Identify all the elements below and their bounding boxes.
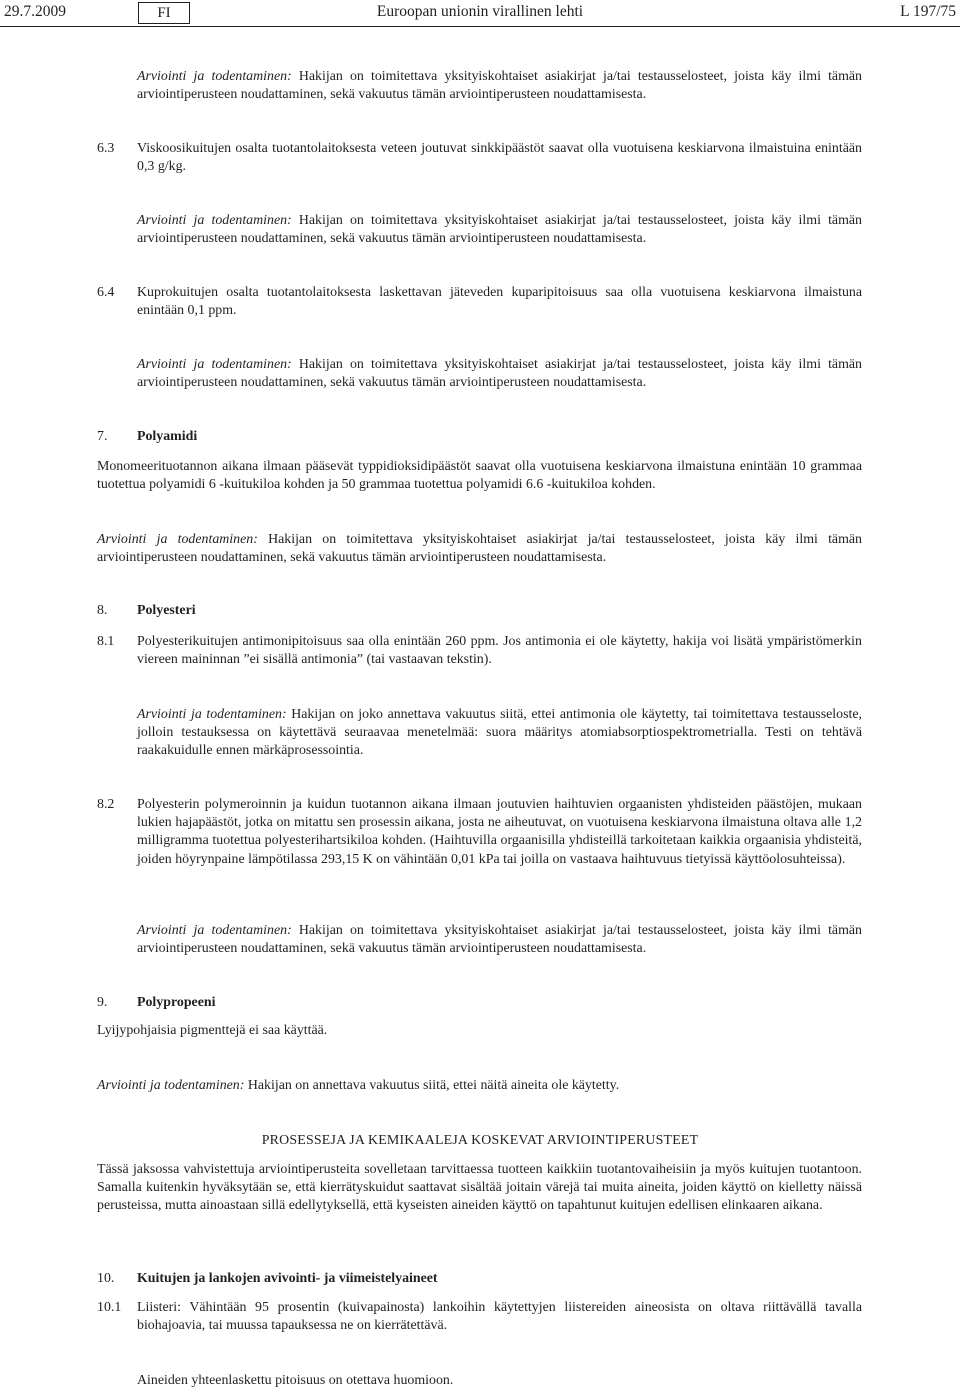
section-heading: Polypropeeni [137, 995, 216, 1010]
assessment-label: Arviointi ja todentaminen: [137, 69, 292, 84]
assessment-paragraph [137, 922, 862, 958]
section-number: 8.1 [97, 634, 115, 649]
assessment-text: Hakijan on toimitettava yksityiskohtaiset asiakirjat ja/tai testausselosteet, joista käy ilmi tämän arviointiperusteen noudattaminen, sekä vakuutus tämän arviointiperusteen noudattamisesta. [137, 357, 863, 391]
header-rule [0, 26, 960, 27]
assessment-label: Arviointi ja todentaminen: [137, 923, 292, 938]
section-number: 6.3 [97, 141, 115, 156]
section-number: 6.4 [97, 285, 115, 300]
assessment-text: Hakijan on toimitettava yksityiskohtaiset asiakirjat ja/tai testausselosteet, joista käy ilmi tämän arviointiperusteen noudattaminen, sekä vakuutus tämän arviointiperusteen noudattamisesta. [137, 923, 863, 957]
assessment-label: Arviointi ja todentaminen: [137, 213, 292, 228]
intro-paragraph: Tässä jaksossa vahvistettuja arviointiperusteita sovelletaan tarvittaessa tuotteen kaikkiin tuotantovaiheisiin ja myös kuitujen tuotantoon. Samalla kuitenkin hyväksytään se, että kierrätyskuidut saattavat sisältää joitain värejä tai muita aineita, joiden käyttö on kielletty näissä perusteissa, mutta ainoastaan sillä edellytyksellä, että kyseisten aineiden käyttö on tapahtunut kuitujen edellisen elinkaaren aikana. [97, 1162, 862, 1214]
assessment-label: Arviointi ja todentaminen: [97, 1078, 245, 1093]
section-text: Kuprokuitujen osalta tuotantolaitoksesta laskettavan jäteveden kuparipitoisuus saa olla vuotuisena keskiarvona ilmaistuna enintään 0,1 ppm. [137, 285, 862, 319]
section-number: 7. [97, 429, 108, 444]
assessment-paragraph [97, 1077, 862, 1095]
assessment-text: Hakijan on annettava vakuutus siitä, ettei näitä aineita ole käytetty. [244, 1078, 620, 1093]
assessment-paragraph [137, 356, 862, 392]
section-text: Monomeerituotannon aikana ilmaan pääsevät typpidioksidipäästöt saavat olla vuotuisena keskiarvona ilmaistuna enintään 10 grammaa tuotettua polyamidi 6 -kuitukiloa kohden ja 50 grammaa tuotettua polyamidi 6.6 -kuitukiloa kohden. [97, 459, 862, 493]
assessment-paragraph [137, 212, 862, 248]
publication-date: 29.7.2009 [4, 3, 66, 20]
page-number: L 197/75 [900, 3, 956, 20]
assessment-paragraph [137, 706, 862, 761]
section-text: Lyijypohjaisia pigmenttejä ei saa käyttää. [97, 1023, 328, 1038]
section-number: 8.2 [97, 797, 115, 812]
assessment-paragraph [97, 531, 862, 567]
section-number: 8. [97, 603, 108, 618]
assessment-text: Hakijan on joko annettava vakuutus siitä, ettei antimonia ole käytetty, tai toimitettava testausseloste, jolloin testauksessa on käytettävä seuraavaa menetelmää: suora määritys atomiabsorptiospektrometrialla. Testi on tehtävä raakakuidulle ennen märkäprosessointia. [137, 707, 862, 759]
section-number: 10. [97, 1271, 115, 1286]
section-heading: Kuitujen ja lankojen avivointi- ja viimeistelyaineet [137, 1271, 438, 1286]
chapter-heading: PROSESSEJA JA KEMIKAALEJA KOSKEVAT ARVIOINTIPERUSTEET [261, 1133, 699, 1148]
assessment-label: Arviointi ja todentaminen: [97, 532, 258, 547]
page-header [0, 0, 960, 28]
closing-paragraph: Aineiden yhteenlaskettu pitoisuus on otettava huomioon. [137, 1373, 454, 1388]
journal-title: Euroopan unionin virallinen lehti [376, 3, 584, 20]
section-number: 9. [97, 995, 108, 1010]
section-number: 10.1 [97, 1300, 122, 1315]
assessment-text: Hakijan on toimitettava yksityiskohtaiset asiakirjat ja/tai testausselosteet, joista käy ilmi tämän arviointiperusteen noudattaminen, sekä vakuutus tämän arviointiperusteen noudattamisesta. [137, 69, 863, 103]
section-text: Polyesterin polymeroinnin ja kuidun tuotannon aikana ilmaan joutuvien haihtuvien orgaanisten yhdisteiden päästöjen, mukaan lukien hajapäästöt, jotka on mitattu sen prosessin aikana, josta ne aiheutuvat, on vuotuisena keskiarvona ilmaistuna oltava alle 1,2 milligramma tuotettua polyesterihartsikiloa kohden. (Haihtuvilla orgaanisilla yhdisteillä tarkoitetaan kaikkia orgaanisia yhdisteitä, joiden höyrynpaine lämpötilassa 293,15 K on vähintään 0,01 kPa tai joilla on vastaava haihtuvuus tietyissä käyttöolosuhteissa). [137, 797, 862, 867]
assessment-text: Hakijan on toimitettava yksityiskohtaiset asiakirjat ja/tai testausselosteet, joista käy ilmi tämän arviointiperusteen noudattaminen, sekä vakuutus tämän arviointiperusteen noudattamisesta. [97, 532, 863, 566]
assessment-label: Arviointi ja todentaminen: [137, 707, 287, 722]
section-heading: Polyesteri [137, 603, 196, 618]
section-text: Liisteri: Vähintään 95 prosentin (kuivapainosta) lankoihin käytettyjen liistereiden aineosista on oltava riittävällä tavalla biohajoavia, tai muussa tapauksessa ne on kierrätettävä. [137, 1300, 862, 1334]
assessment-label: Arviointi ja todentaminen: [137, 357, 292, 372]
assessment-text: Hakijan on toimitettava yksityiskohtaiset asiakirjat ja/tai testausselosteet, joista käy ilmi tämän arviointiperusteen noudattaminen, sekä vakuutus tämän arviointiperusteen noudattamisesta. [137, 213, 863, 247]
section-heading: Polyamidi [137, 429, 198, 444]
assessment-paragraph [137, 68, 862, 104]
section-text: Viskoosikuitujen osalta tuotantolaitoksesta veteen joutuvat sinkkipäästöt saavat olla vuotuisena keskiarvona ilmaistuina enintään 0,3 g/kg. [137, 141, 862, 175]
section-text: Polyesterikuitujen antimonipitoisuus saa olla enintään 260 ppm. Jos antimonia ei ole käytetty, hakija voi lisätä ympäristömerkin viereen maininnan ”ei sisällä antimonia” (tai vastaavan tekstin). [137, 634, 862, 668]
language-code-box: FI [138, 2, 190, 24]
